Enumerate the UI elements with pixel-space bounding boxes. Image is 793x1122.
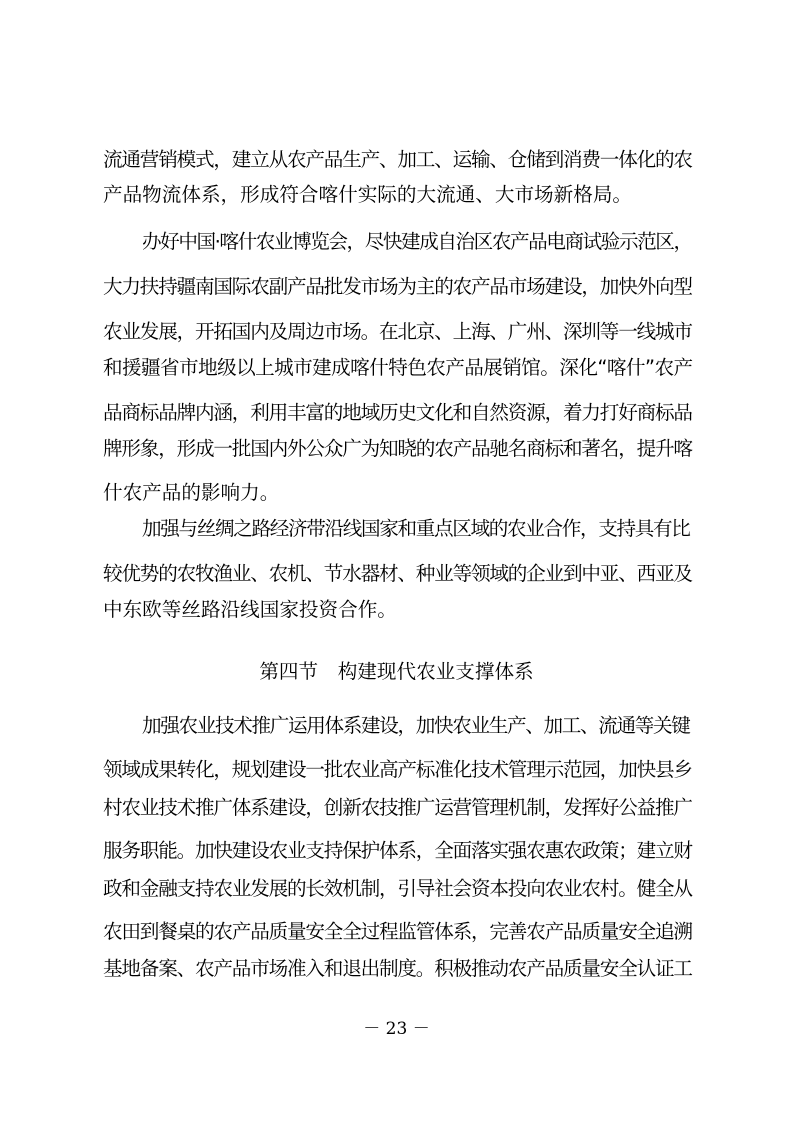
paragraph-2-line-7: 什农产品的影响力。 (103, 481, 280, 504)
paragraph-2-line-2: 大力扶持疆南国际农副产品批发市场为主的农产品市场建设，加快外向型 (103, 275, 692, 298)
paragraph-2-line-6: 牌形象，形成一批国内外公众广为知晓的农产品驰名商标和著名，提升喀 (103, 437, 692, 460)
section-heading: 第四节 构建现代农业支撑体系 (259, 660, 534, 683)
paragraph-1-line-2: 产品物流体系，形成符合喀什实际的大流通、大市场新格局。 (103, 183, 633, 206)
paragraph-4-line-2: 领域成果转化，规划建设一批农业高产标准化技术管理示范园，加快县乡 (103, 758, 692, 781)
paragraph-3-line-3: 中东欧等丝路沿线国家投资合作。 (103, 598, 397, 621)
page-number: － 23 － (363, 1019, 430, 1039)
paragraph-4-line-7: 基地备案、农产品市场准入和退出制度。积极推动农产品质量安全认证工 (103, 957, 692, 980)
paragraph-2-line-3: 农业发展，开拓国内及周边市场。在北京、上海、广州、深圳等一线城市 (103, 320, 692, 343)
paragraph-4-line-3: 村农业技术推广体系建设，创新农技推广运营管理机制，发挥好公益推广 (103, 796, 692, 819)
paragraph-4-line-4: 服务职能。加快建设农业支持保护体系，全面落实强农惠农政策；建立财 (103, 839, 692, 862)
paragraph-2-line-4: 和援疆省市地级以上城市建成喀什特色农产品展销馆。深化“喀什”农产 (103, 356, 693, 379)
paragraph-4-line-6: 农田到餐桌的农产品质量安全全过程监管体系，完善农产品质量安全追溯 (103, 920, 692, 943)
paragraph-2-line-1: 办好中国·喀什农业博览会，尽快建成自治区农产品电商试验示范区， (142, 230, 692, 253)
paragraph-3-line-1: 加强与丝绸之路经济带沿线国家和重点区域的农业合作，支持具有比 (142, 517, 690, 540)
paragraph-2-line-5: 品商标品牌内涵，利用丰富的地域历史文化和自然资源，着力打好商标品 (103, 401, 692, 424)
paragraph-4-line-1: 加强农业技术推广运用体系建设，加快农业生产、加工、流通等关键 (142, 714, 690, 737)
paragraph-4-line-5: 政和金融支持农业发展的长效机制，引导社会资本投向农业农村。健全从 (103, 877, 692, 900)
paragraph-1-line-1: 流通营销模式，建立从农产品生产、加工、运输、仓储到消费一体化的农 (103, 148, 692, 171)
paragraph-3-line-2: 较优势的农牧渔业、农机、节水器材、种业等领域的企业到中亚、西亚及 (103, 562, 692, 585)
